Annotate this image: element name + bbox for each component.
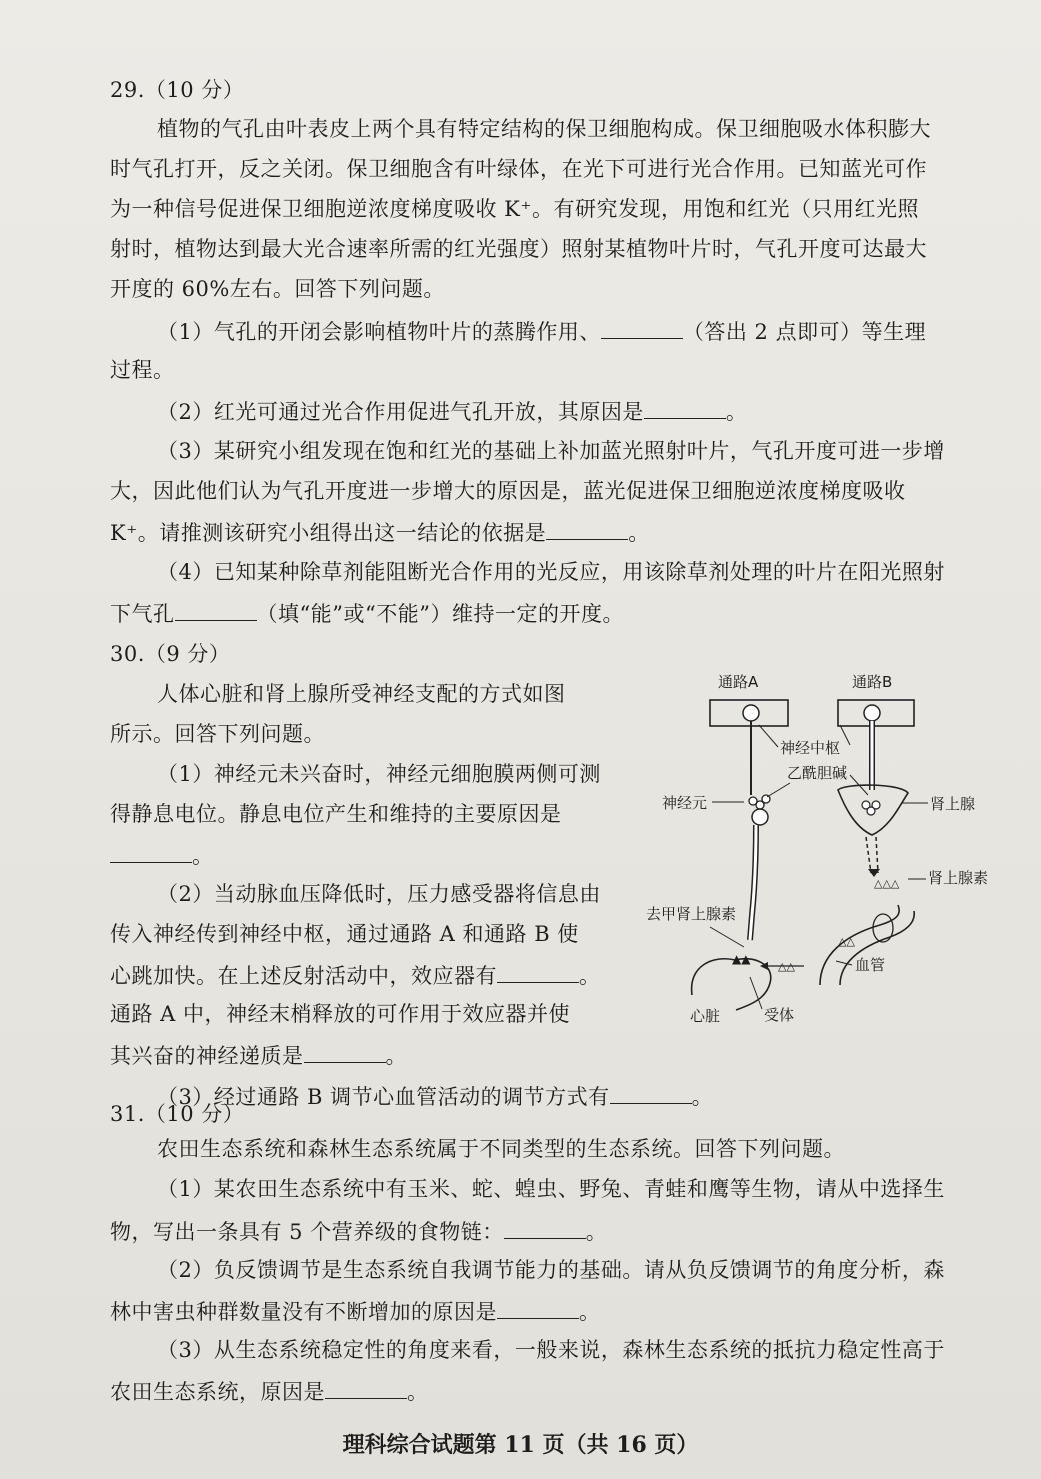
label-nerve-center: 神经中枢 [780, 739, 841, 757]
pointer-line [710, 927, 744, 947]
label-adrenaline: 肾上腺素 [928, 869, 989, 887]
neuron-body-a [743, 705, 759, 721]
q29-heading: 29.（10 分） [110, 78, 245, 102]
synapse-dot [749, 797, 757, 805]
q30-sub2-text: 其兴奋的神经递质是 [110, 1044, 304, 1068]
arrowhead [868, 869, 880, 877]
answer-blank[interactable] [601, 316, 683, 339]
q30-sub2-text: 心跳加快。在上述反射活动中，效应器有 [110, 964, 497, 988]
hormone-marker: △△△ [874, 877, 900, 890]
q30-sub2-line: 传入神经传到神经中枢，通过通路 A 和通路 B 使 [110, 922, 579, 946]
answer-blank[interactable] [304, 1040, 386, 1063]
q31-sub3-text: 。 [407, 1380, 429, 1404]
q30-sub1-line: 得静息电位。静息电位产生和维持的主要原因是 [110, 802, 562, 826]
q29-sub1-cont: 过程。 [110, 358, 175, 382]
q31-sub3-line: （3）从生态系统稳定性的角度来看，一般来说，森林生态系统的抵抗力稳定性高于 [157, 1338, 945, 1362]
answer-blank[interactable] [504, 1216, 586, 1239]
q30-heading: 30.（9 分） [110, 642, 231, 666]
q29-sub1-text: （答出 2 点即可）等生理 [682, 320, 927, 344]
q31-sub3-line [110, 1376, 429, 1406]
q30-sub2-line: 通路 A 中，神经末梢释放的可作用于效应器并使 [110, 1002, 571, 1026]
label-heart: 心脏 [690, 1007, 721, 1025]
nerve-pathway-diagram [640, 665, 1020, 1025]
vessel-opening [873, 914, 893, 942]
q31-para-line: 农田生态系统和森林生态系统属于不同类型的生态系统。回答下列问题。 [157, 1137, 845, 1161]
q30-sub3-text: 。 [691, 1085, 714, 1109]
q31-sub2-text: 林中害虫种群数量没有不断增加的原因是 [110, 1300, 497, 1324]
answer-blank[interactable] [175, 598, 257, 621]
q29-sub3-line: 大，因此他们认为气孔开度进一步增大的原因是，蓝光促进保卫细胞逆浓度梯度吸收 [110, 479, 906, 503]
answer-blank[interactable] [325, 1376, 407, 1399]
q29-sub1 [157, 316, 926, 346]
heart-outline [692, 959, 771, 1010]
label-path-b: 通路B [852, 673, 893, 691]
q30-sub1-line [110, 840, 214, 870]
answer-blank[interactable] [497, 1296, 579, 1319]
q30-sub2-text: 。 [579, 964, 601, 988]
label-receptor: 受体 [764, 1006, 795, 1024]
q31-sub3-text: 农田生态系统，原因是 [110, 1380, 325, 1404]
q29-sub3-line: （3）某研究小组发现在饱和红光的基础上补加蓝光照射叶片，气孔开度可进一步增 [157, 439, 945, 463]
q31-sub2-line: （2）负反馈调节是生态系统自我调节能力的基础。请从负反馈调节的角度分析，森 [157, 1258, 945, 1282]
q29-sub3-text: K⁺。请推测该研究小组得出这一结论的依据是 [110, 521, 547, 545]
q29-sub2-text: （2）红光可通过光合作用促进气孔开放，其原因是 [157, 400, 644, 424]
q31-sub1-line [110, 1216, 607, 1246]
answer-blank[interactable] [644, 396, 726, 419]
neuron-body-a2 [752, 809, 768, 825]
q30-para-line: 人体心脏和肾上腺所受神经支配的方式如图 [157, 682, 566, 706]
label-norepinephrine: 去甲肾上腺素 [646, 905, 737, 923]
label-neuron: 神经元 [662, 794, 708, 812]
label-vessel: 血管 [855, 956, 886, 974]
q29-para-line: 植物的气孔由叶表皮上两个具有特定结构的保卫细胞构成。保卫细胞吸水体积膨大 [157, 117, 931, 141]
q29-sub4-line: （4）已知某种除草剂能阻断光合作用的光反应，用该除草剂处理的叶片在阳光照射 [157, 560, 945, 584]
q30-sub1-line: （1）神经元未兴奋时，神经元细胞膜两侧可测 [157, 762, 601, 786]
q29-para-line: 开度的 60%左右。回答下列问题。 [110, 277, 445, 301]
q30-sub2-line [110, 1040, 407, 1070]
hormone-marker: △△ [778, 960, 795, 973]
label-acetylcholine: 乙酰胆碱 [787, 764, 848, 782]
page-footer: 理科综合试题第 11 页（共 16 页） [342, 1432, 699, 1458]
secretion-arrows [866, 837, 878, 873]
q31-sub1-text: 。 [585, 1220, 608, 1244]
answer-blank[interactable] [610, 1081, 692, 1104]
q29-para-line: 为一种信号促进保卫细胞逆浓度梯度吸收 K⁺。有研究发现，用饱和红光（只用红光照 [110, 197, 919, 221]
q29-sub4-text: 下气孔 [110, 602, 175, 626]
neurotransmitter-marker: ▲▲ [732, 952, 751, 966]
q31-sub1-line: （1）某农田生态系统中有玉米、蛇、蝗虫、野兔、青蛙和鹰等生物，请从中选择生 [157, 1177, 945, 1201]
q29-sub2 [157, 396, 747, 426]
q29-sub2-text: 。 [725, 400, 748, 424]
answer-blank[interactable] [546, 517, 628, 540]
answer-blank[interactable] [497, 960, 579, 983]
q30-sub1-text: 。 [192, 844, 214, 868]
q30-sub2-text: 。 [385, 1044, 407, 1068]
hormone-marker: △△ [838, 935, 855, 948]
q31-sub1-text: 物，写出一条具有 5 个营养级的食物链： [110, 1220, 504, 1244]
q29-para-line: 射时，植物达到最大光合速率所需的红光强度）照射某植物叶片时，气孔开度可达最大 [110, 237, 927, 261]
synapse-dot [867, 807, 875, 815]
q31-heading: 31.（10 分） [110, 1102, 245, 1126]
label-path-a: 通路A [718, 673, 759, 691]
q29-sub3-line [110, 517, 650, 547]
q30-sub2-line: （2）当动脉血压降低时，压力感受器将信息由 [157, 882, 601, 906]
q29-sub3-text: 。 [628, 521, 650, 545]
q30-para-line: 所示。回答下列问题。 [110, 722, 325, 746]
q29-sub4-text: （填“能”或“不能”）维持一定的开度。 [256, 602, 624, 626]
q31-sub2-text: 。 [579, 1300, 601, 1324]
label-adrenal: 肾上腺 [930, 795, 976, 813]
q29-sub1-text: （1）气孔的开闭会影响植物叶片的蒸腾作用、 [157, 320, 601, 344]
q31-sub2-line [110, 1296, 601, 1326]
answer-blank[interactable] [110, 840, 192, 863]
q30-sub2-line [110, 960, 601, 990]
q29-sub4-line [110, 598, 624, 628]
neuron-body-b [864, 705, 880, 721]
q30-sub3-text: （3）经过通路 B 调节心血管活动的调节方式有 [157, 1085, 610, 1109]
q29-para-line: 时气孔打开，反之关闭。保卫细胞含有叶绿体，在光下可进行光合作用。已知蓝光可作 [110, 157, 927, 181]
